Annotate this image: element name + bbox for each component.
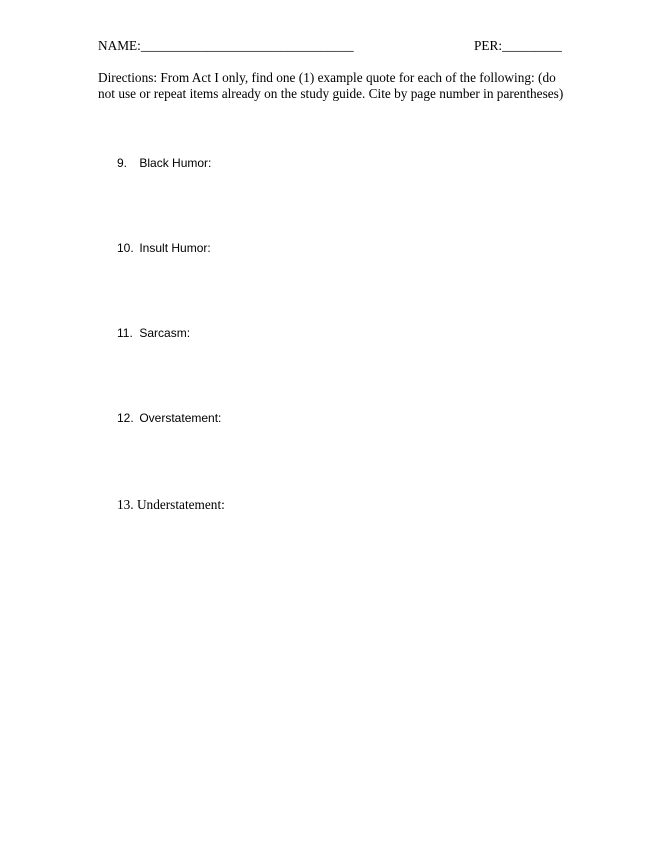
item-number: 9.: [117, 156, 128, 170]
name-field: [98, 38, 354, 54]
list-item-insult-humor: [117, 241, 211, 255]
list-item-overstatement: [117, 411, 221, 425]
item-number: 13.: [117, 497, 134, 512]
directions-line-2: not use or repeat items already on the study guide. Cite by page number in parentheses): [98, 86, 564, 101]
directions-text: [98, 70, 578, 102]
item-label: Black Humor:: [139, 156, 212, 170]
list-item-sarcasm: [117, 326, 190, 340]
item-label: Sarcasm:: [139, 326, 191, 340]
directions-line-1: Directions: From Act I only, find one (1) example quote for each of the following: (do: [98, 70, 556, 85]
name-label: NAME:: [98, 38, 141, 53]
item-number: 11.: [117, 326, 133, 340]
per-blank-line: _________: [502, 38, 562, 53]
list-item-black-humor: [117, 156, 211, 170]
item-label: Overstatement:: [139, 411, 222, 425]
item-number: 10.: [117, 241, 134, 255]
period-field: [474, 38, 562, 54]
name-blank-line: ________________________________: [140, 38, 354, 53]
item-label: Insult Humor:: [139, 241, 211, 255]
list-item-understatement: [117, 497, 225, 513]
item-number: 12.: [117, 411, 134, 425]
per-label: PER:: [474, 38, 503, 53]
item-label: Understatement:: [136, 497, 225, 512]
